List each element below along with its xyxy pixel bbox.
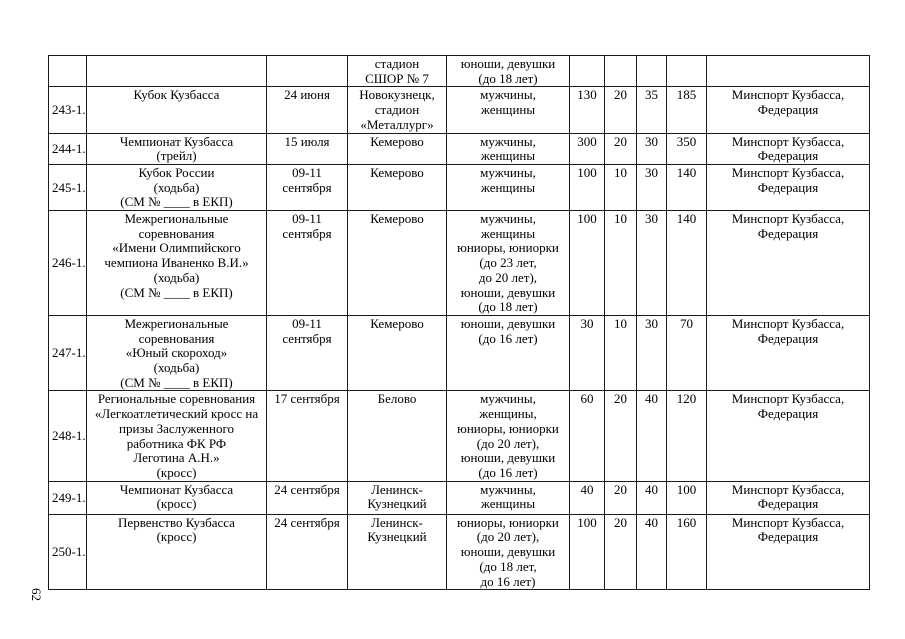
participants-cell: юноши, девушки (до 18 лет) bbox=[447, 56, 570, 87]
participants-cell: мужчины, женщины bbox=[447, 164, 570, 210]
venue-cell: стадион СШОР № 7 bbox=[348, 56, 447, 87]
participants-cell: мужчины, женщины, юниоры, юниорки (до 20 лет), юноши, девушки (до 16 лет) bbox=[447, 391, 570, 481]
events-table bbox=[48, 55, 870, 590]
number-cell bbox=[667, 56, 707, 87]
organizer-cell: Минспорт Кузбасса, Федерация bbox=[707, 315, 870, 391]
number-cell: 130 bbox=[570, 87, 605, 133]
number-cell: 35 bbox=[637, 87, 667, 133]
number-cell: 60 bbox=[570, 391, 605, 481]
venue-cell: Кемерово bbox=[348, 164, 447, 210]
table-row bbox=[49, 87, 870, 133]
organizer-cell bbox=[707, 56, 870, 87]
document-page bbox=[48, 55, 870, 590]
table-row bbox=[49, 315, 870, 391]
number-cell: 30 bbox=[637, 315, 667, 391]
date-cell: 09-11 сентября bbox=[267, 211, 348, 316]
organizer-cell: Минспорт Кузбасса, Федерация bbox=[707, 514, 870, 590]
number-cell: 70 bbox=[667, 315, 707, 391]
number-cell: 40 bbox=[637, 481, 667, 514]
number-cell: 140 bbox=[667, 211, 707, 316]
organizer-cell: Минспорт Кузбасса, Федерация bbox=[707, 481, 870, 514]
date-cell bbox=[267, 56, 348, 87]
number-cell: 100 bbox=[570, 164, 605, 210]
row-number-cell: 246-1. bbox=[49, 211, 87, 316]
number-cell: 100 bbox=[667, 481, 707, 514]
date-cell: 24 июня bbox=[267, 87, 348, 133]
row-number-cell: 250-1. bbox=[49, 514, 87, 590]
event-name-cell: Межрегиональные соревнования «Юный скороход» (ходьба) (СМ № ____ в ЕКП) bbox=[87, 315, 267, 391]
date-cell: 15 июля bbox=[267, 133, 348, 164]
number-cell: 140 bbox=[667, 164, 707, 210]
event-name-cell: Чемпионат Кузбасса (трейл) bbox=[87, 133, 267, 164]
row-number-cell: 248-1. bbox=[49, 391, 87, 481]
row-number-cell: 244-1. bbox=[49, 133, 87, 164]
table-row bbox=[49, 391, 870, 481]
number-cell: 10 bbox=[605, 211, 637, 316]
number-cell: 30 bbox=[570, 315, 605, 391]
date-cell: 09-11 сентября bbox=[267, 164, 348, 210]
row-number-cell bbox=[49, 56, 87, 87]
event-name-cell: Первенство Кузбасса (кросс) bbox=[87, 514, 267, 590]
event-name-cell: Межрегиональные соревнования «Имени Олимпийского чемпиона Иваненко В.И.» (ходьба) (СМ № ____ в ЕКП) bbox=[87, 211, 267, 316]
number-cell: 40 bbox=[570, 481, 605, 514]
number-cell: 40 bbox=[637, 391, 667, 481]
table-row bbox=[49, 481, 870, 514]
row-number-cell: 245-1. bbox=[49, 164, 87, 210]
number-cell: 30 bbox=[637, 211, 667, 316]
number-cell: 10 bbox=[605, 164, 637, 210]
event-name-cell: Региональные соревнования «Легкоатлетический кросс на призы Заслуженного работника ФК РФ Леготина А.Н.» (кросс) bbox=[87, 391, 267, 481]
number-cell: 120 bbox=[667, 391, 707, 481]
organizer-cell: Минспорт Кузбасса, Федерация bbox=[707, 391, 870, 481]
venue-cell: Кемерово bbox=[348, 133, 447, 164]
number-cell: 20 bbox=[605, 87, 637, 133]
venue-cell: Кемерово bbox=[348, 211, 447, 316]
participants-cell: юноши, девушки (до 16 лет) bbox=[447, 315, 570, 391]
number-cell: 30 bbox=[637, 164, 667, 210]
event-name-cell: Кубок Кузбасса bbox=[87, 87, 267, 133]
number-cell: 100 bbox=[570, 514, 605, 590]
row-number-cell: 247-1. bbox=[49, 315, 87, 391]
venue-cell: Ленинск- Кузнецкий bbox=[348, 514, 447, 590]
row-number-cell: 249-1. bbox=[49, 481, 87, 514]
number-cell bbox=[637, 56, 667, 87]
venue-cell: Кемерово bbox=[348, 315, 447, 391]
participants-cell: юниоры, юниорки (до 20 лет), юноши, девушки (до 18 лет, до 16 лет) bbox=[447, 514, 570, 590]
number-cell: 10 bbox=[605, 315, 637, 391]
participants-cell: мужчины, женщины юниоры, юниорки (до 23 лет, до 20 лет), юноши, девушки (до 18 лет) bbox=[447, 211, 570, 316]
table-row bbox=[49, 211, 870, 316]
venue-cell: Ленинск- Кузнецкий bbox=[348, 481, 447, 514]
event-name-cell: Кубок России (ходьба) (СМ № ____ в ЕКП) bbox=[87, 164, 267, 210]
number-cell: 20 bbox=[605, 481, 637, 514]
number-cell bbox=[605, 56, 637, 87]
number-cell: 20 bbox=[605, 391, 637, 481]
date-cell: 24 сентября bbox=[267, 481, 348, 514]
number-cell bbox=[570, 56, 605, 87]
organizer-cell: Минспорт Кузбасса, Федерация bbox=[707, 133, 870, 164]
number-cell: 160 bbox=[667, 514, 707, 590]
number-cell: 100 bbox=[570, 211, 605, 316]
number-cell: 350 bbox=[667, 133, 707, 164]
venue-cell: Новокузнецк, стадион «Металлург» bbox=[348, 87, 447, 133]
date-cell: 17 сентября bbox=[267, 391, 348, 481]
organizer-cell: Минспорт Кузбасса, Федерация bbox=[707, 87, 870, 133]
table-row bbox=[49, 164, 870, 210]
organizer-cell: Минспорт Кузбасса, Федерация bbox=[707, 164, 870, 210]
participants-cell: мужчины, женщины bbox=[447, 87, 570, 133]
number-cell: 300 bbox=[570, 133, 605, 164]
table-row bbox=[49, 133, 870, 164]
number-cell: 185 bbox=[667, 87, 707, 133]
row-number-cell: 243-1. bbox=[49, 87, 87, 133]
number-cell: 20 bbox=[605, 514, 637, 590]
table-row bbox=[49, 56, 870, 87]
participants-cell: мужчины, женщины bbox=[447, 133, 570, 164]
number-cell: 40 bbox=[637, 514, 667, 590]
table-row bbox=[49, 514, 870, 590]
number-cell: 20 bbox=[605, 133, 637, 164]
event-name-cell: Чемпионат Кузбасса (кросс) bbox=[87, 481, 267, 514]
participants-cell: мужчины, женщины bbox=[447, 481, 570, 514]
date-cell: 24 сентября bbox=[267, 514, 348, 590]
organizer-cell: Минспорт Кузбасса, Федерация bbox=[707, 211, 870, 316]
date-cell: 09-11 сентября bbox=[267, 315, 348, 391]
venue-cell: Белово bbox=[348, 391, 447, 481]
number-cell: 30 bbox=[637, 133, 667, 164]
event-name-cell bbox=[87, 56, 267, 87]
page-number: 62 bbox=[29, 588, 44, 601]
